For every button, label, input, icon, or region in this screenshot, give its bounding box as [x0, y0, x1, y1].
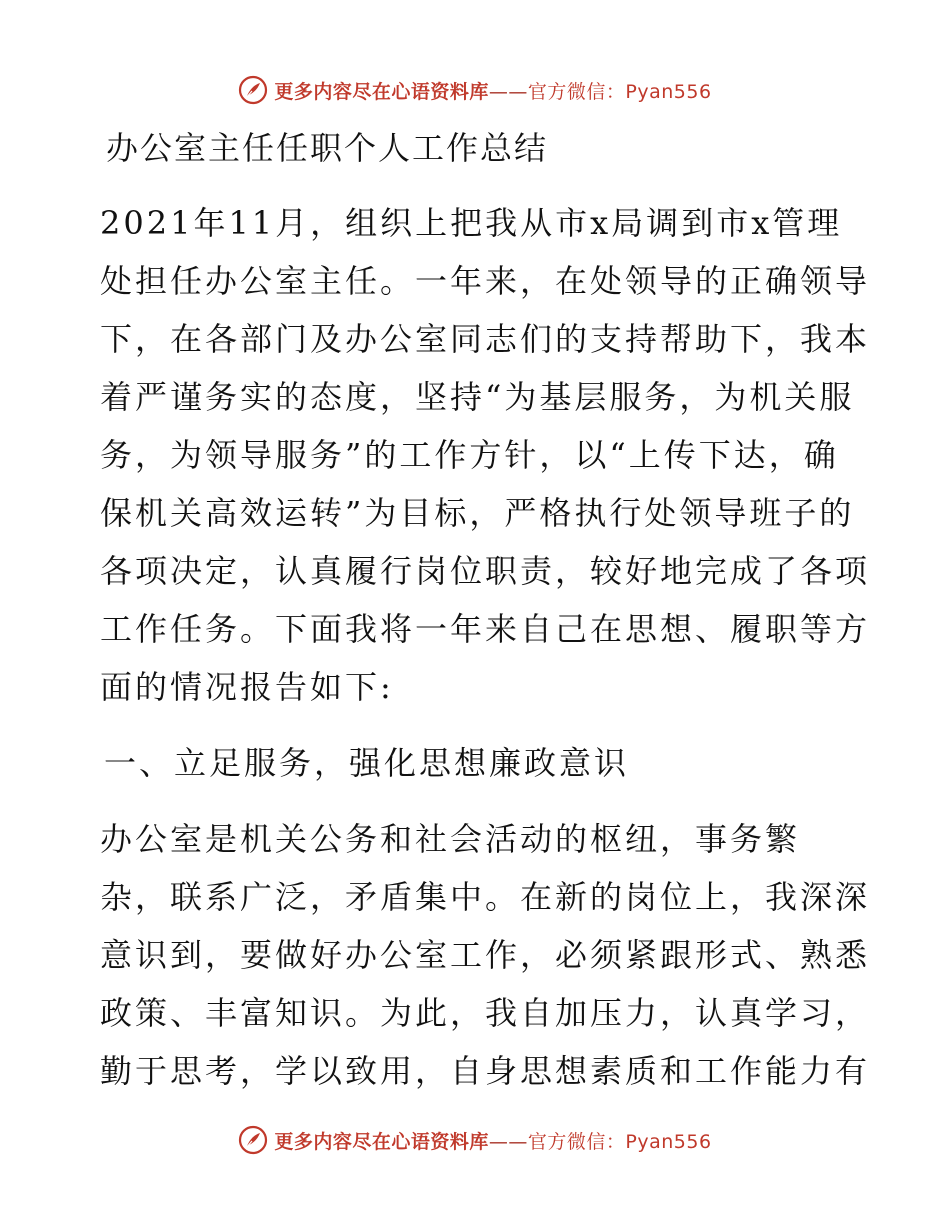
- text-line: 务，为领导服务”的工作方针，以“上传下达，确: [100, 436, 839, 474]
- watermark-text: [274, 77, 711, 104]
- watermark-separator: ——: [488, 1130, 528, 1153]
- text-line: 办公室是机关公务和社会活动的枢纽，事务繁: [100, 820, 801, 858]
- document-body: [100, 122, 871, 1100]
- watermark-brand: 更多内容尽在心语资料库: [274, 80, 489, 103]
- section-heading: 一、立足服务，强化思想廉政意识: [104, 744, 630, 782]
- text-line: 下，在各部门及办公室同志们的支持帮助下，我本: [100, 320, 871, 358]
- text-line: 面的情况报告如下:: [100, 668, 394, 706]
- feather-pen-logo-icon: [238, 1125, 268, 1155]
- page-title: 办公室主任任职个人工作总结: [106, 129, 549, 167]
- watermark-brand: 更多内容尽在心语资料库: [274, 1130, 489, 1153]
- text-line: 2021年11月，组织上把我从市x局调到市x管理: [100, 204, 843, 242]
- text-line: 各项决定，认真履行岗位职责，较好地完成了各项: [100, 552, 871, 590]
- text-line: 政策、丰富知识。为此，我自加压力，认真学习，: [100, 994, 871, 1032]
- feather-pen-logo-icon: [238, 75, 268, 105]
- text-line: 着严谨务实的态度，坚持“为基层服务，为机关服: [100, 378, 855, 416]
- paragraph-intro: [100, 194, 871, 716]
- text-line: 工作任务。下面我将一年来自己在思想、履职等方: [100, 610, 871, 648]
- watermark-wechat: 官方微信：Pyan556: [527, 80, 712, 103]
- watermark-banner-top: [0, 70, 950, 110]
- text-line: 意识到，要做好办公室工作，必须紧跟形式、熟悉: [100, 936, 871, 974]
- text-line: 杂，联系广泛，矛盾集中。在新的岗位上，我深深: [100, 878, 871, 916]
- watermark-wechat: 官方微信：Pyan556: [527, 1130, 712, 1153]
- watermark-text: [274, 1127, 711, 1154]
- text-line: 处担任办公室主任。一年来，在处领导的正确领导: [100, 262, 871, 300]
- paragraph-section1: [100, 810, 871, 1100]
- text-line: 保机关高效运转”为目标，严格执行处领导班子的: [100, 494, 855, 532]
- watermark-separator: ——: [488, 80, 528, 103]
- text-line: 勤于思考，学以致用，自身思想素质和工作能力有: [100, 1052, 871, 1090]
- watermark-banner-bottom: [0, 1120, 950, 1160]
